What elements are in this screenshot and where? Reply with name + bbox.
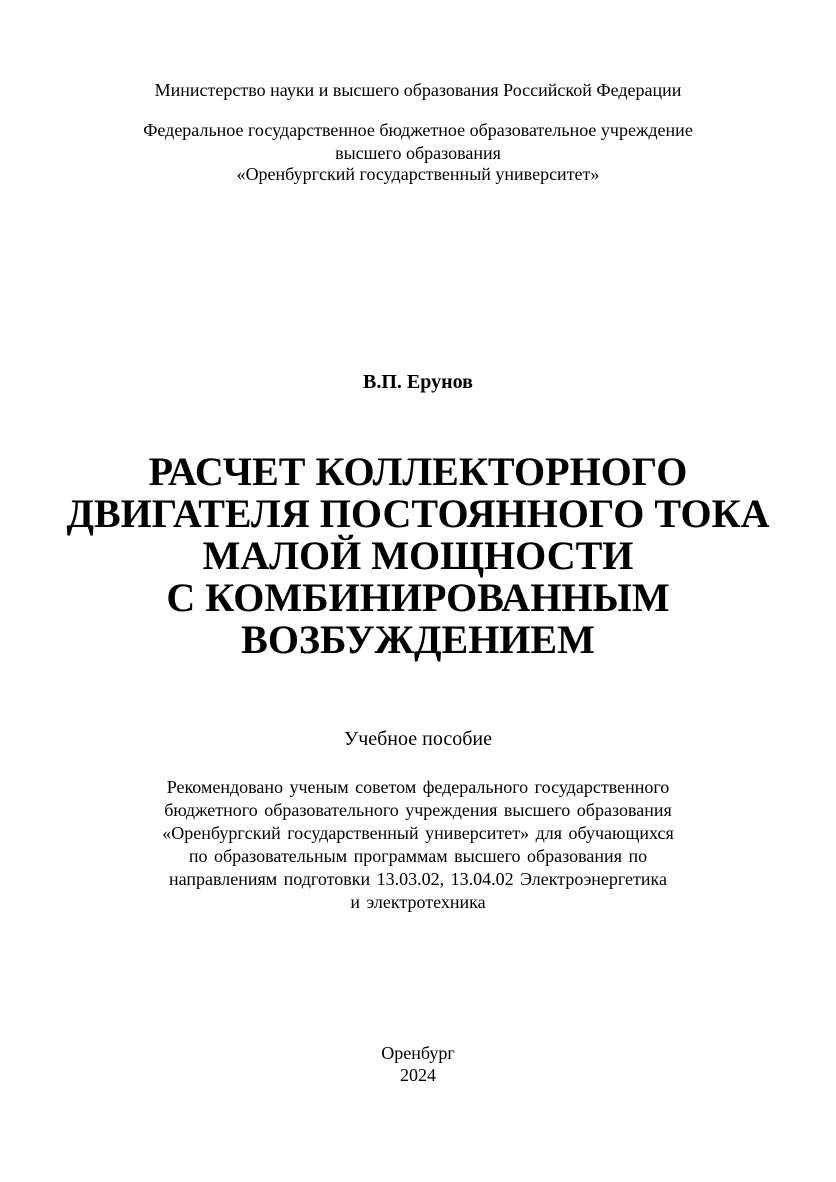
recommendation-line-4: по образовательным программам высшего образования по (188, 846, 648, 866)
publication-year: 2024 (400, 1065, 436, 1085)
institution-line-3: «Оренбургский государственный университет» (236, 164, 600, 184)
author-name: В.П. Ерунов (363, 371, 473, 393)
title-line-3: МАЛОЙ МОЩНОСТИ (202, 533, 634, 578)
title-line-2: ДВИГАТЕЛЯ ПОСТОЯННОГО ТОКА (66, 491, 770, 536)
institution-line-1: Федеральное государственное бюджетное образовательное учреждение (143, 120, 693, 140)
title-line-5: ВОЗБУЖДЕНИЕМ (241, 617, 595, 662)
document-type: Учебное пособие (344, 728, 492, 750)
recommendation-line-5: направлениям подготовки 13.03.02, 13.04.02 Электроэнергетика (168, 869, 668, 889)
title-line-4: С КОМБИНИРОВАННЫМ (166, 575, 670, 620)
title-line-1: РАСЧЕТ КОЛЛЕКТОРНОГО (148, 449, 688, 494)
recommendation-line-3: «Оренбургский государственный университет» для обучающихся (162, 823, 674, 843)
recommendation-line-1: Рекомендовано ученым советом федерального государственного (166, 777, 670, 797)
institution-line-2: высшего образования (335, 143, 501, 163)
ministry-line: Министерство науки и высшего образования Российской Федерации (154, 80, 682, 100)
publication-city: Оренбург (381, 1043, 455, 1063)
recommendation-line-2: бюджетного образовательного учреждения высшего образования (164, 800, 672, 820)
recommendation-line-6: и электротехника (350, 892, 486, 912)
